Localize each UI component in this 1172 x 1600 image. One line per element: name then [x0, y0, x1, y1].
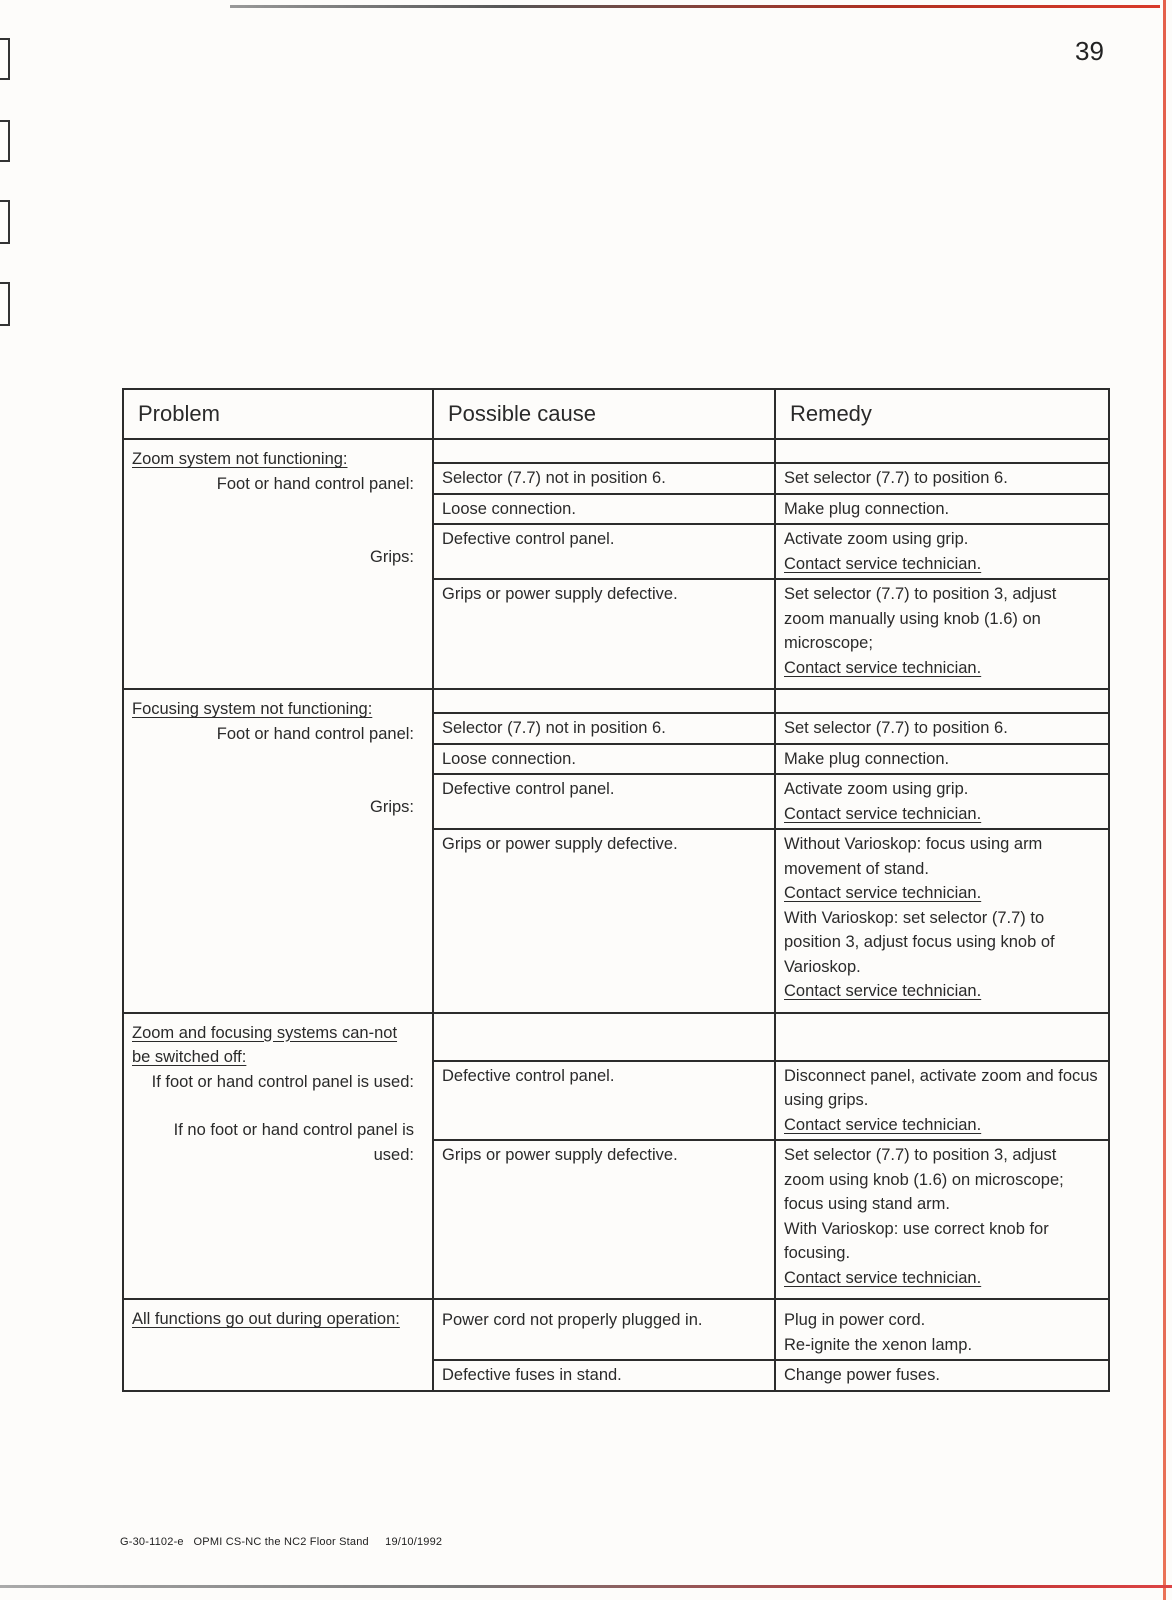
- problem-sub: Foot or hand control panel:: [216, 724, 414, 743]
- page-number: 39: [1075, 36, 1104, 66]
- remedy-cell: Activate zoom using grip. Contact service technician.: [775, 524, 1109, 579]
- cause-cell: Defective control panel.: [433, 774, 775, 829]
- problem-sub: If foot or hand control panel is used:: [151, 1072, 414, 1091]
- page-edge-bottom: [0, 1585, 1172, 1588]
- cause-cell: Grips or power supply defective.: [433, 829, 775, 1013]
- cause-cell: Loose connection.: [433, 494, 775, 525]
- remedy-cell: Set selector (7.7) to position 3, adjust zoom manually using knob (1.6) on microscope; Contact service technician.: [775, 579, 1109, 689]
- problem-cell: [123, 1013, 433, 1300]
- header-problem: Problem: [123, 389, 433, 439]
- remedy-cell: Change power fuses.: [775, 1360, 1109, 1391]
- remedy-cell: Plug in power cord. Re-ignite the xenon lamp.: [775, 1299, 1109, 1360]
- remedy-cell: Disconnect panel, activate zoom and focus using grips. Contact service technician.: [775, 1061, 1109, 1141]
- table-row: [123, 439, 1109, 463]
- problem-title: All functions go out during operation:: [132, 1310, 400, 1328]
- contact-service-note: Contact service technician.: [784, 1268, 982, 1287]
- troubleshooting-table: [122, 388, 1110, 1392]
- problem-title: Focusing system not functioning:: [132, 700, 373, 718]
- contact-service-note: Contact service technician.: [784, 554, 982, 573]
- cause-cell: Defective control panel.: [433, 524, 775, 579]
- problem-cell: [123, 1299, 433, 1391]
- problem-title: Zoom system not functioning:: [132, 450, 348, 468]
- remedy-cell: Make plug connection.: [775, 744, 1109, 775]
- binder-mark: [0, 38, 10, 80]
- cause-cell: Defective fuses in stand.: [433, 1360, 775, 1391]
- footer-title: OPMI CS-NC the NC2 Floor Stand: [193, 1536, 369, 1548]
- problem-sub: Grips:: [369, 548, 414, 566]
- page-footer: [120, 1536, 442, 1548]
- cause-cell: Defective control panel.: [433, 1061, 775, 1141]
- remedy-cell: Set selector (7.7) to position 3, adjust zoom using knob (1.6) on microscope; focus using stand arm. With Varioskop: use correct knob for focusing. Contact service technician.: [775, 1140, 1109, 1299]
- remedy-cell: Set selector (7.7) to position 6.: [775, 463, 1109, 494]
- footer-date: 19/10/1992: [385, 1536, 443, 1548]
- binder-mark: [0, 120, 10, 162]
- problem-sub: If no foot or hand control panel is used:: [173, 1121, 414, 1164]
- table-header-row: [123, 389, 1109, 439]
- cause-cell: Selector (7.7) not in position 6.: [433, 713, 775, 744]
- remedy-cell: Activate zoom using grip. Contact service technician.: [775, 774, 1109, 829]
- remedy-cell: Set selector (7.7) to position 6.: [775, 713, 1109, 744]
- footer-doc-code: G-30-1102-e: [120, 1536, 184, 1548]
- table-row: [123, 1013, 1109, 1061]
- cause-cell: Grips or power supply defective.: [433, 579, 775, 689]
- problem-sub: Foot or hand control panel:: [216, 474, 414, 493]
- page-edge-right: [1163, 0, 1166, 1600]
- header-possible-cause: Possible cause: [433, 389, 775, 439]
- binder-mark: [0, 282, 10, 326]
- problem-cell: [123, 689, 433, 1013]
- contact-service-note: Contact service technician.: [784, 982, 982, 1000]
- contact-service-note: Contact service technician.: [784, 1115, 982, 1134]
- remedy-cell: Without Varioskop: focus using arm movement of stand. Contact service technician. With Varioskop: set selector (7.7) to position 3, adjust focus using knob of Varioskop. Contact service technician.: [775, 829, 1109, 1013]
- header-remedy: Remedy: [775, 389, 1109, 439]
- page-edge-top: [230, 5, 1160, 8]
- table-row: [123, 689, 1109, 713]
- cause-cell: Grips or power supply defective.: [433, 1140, 775, 1299]
- table-row: [123, 1299, 1109, 1360]
- problem-cell: [123, 439, 433, 689]
- cause-cell: Loose connection.: [433, 744, 775, 775]
- cause-cell: Selector (7.7) not in position 6.: [433, 463, 775, 494]
- contact-service-note: Contact service technician.: [784, 884, 982, 902]
- problem-sub: Grips:: [369, 798, 414, 816]
- remedy-cell: Make plug connection.: [775, 494, 1109, 525]
- contact-service-note: Contact service technician.: [784, 804, 982, 823]
- binder-mark: [0, 200, 10, 244]
- contact-service-note: Contact service technician.: [784, 658, 982, 677]
- cause-cell: Power cord not properly plugged in.: [433, 1299, 775, 1360]
- problem-title: Zoom and focusing systems can-not be switched off:: [132, 1023, 398, 1066]
